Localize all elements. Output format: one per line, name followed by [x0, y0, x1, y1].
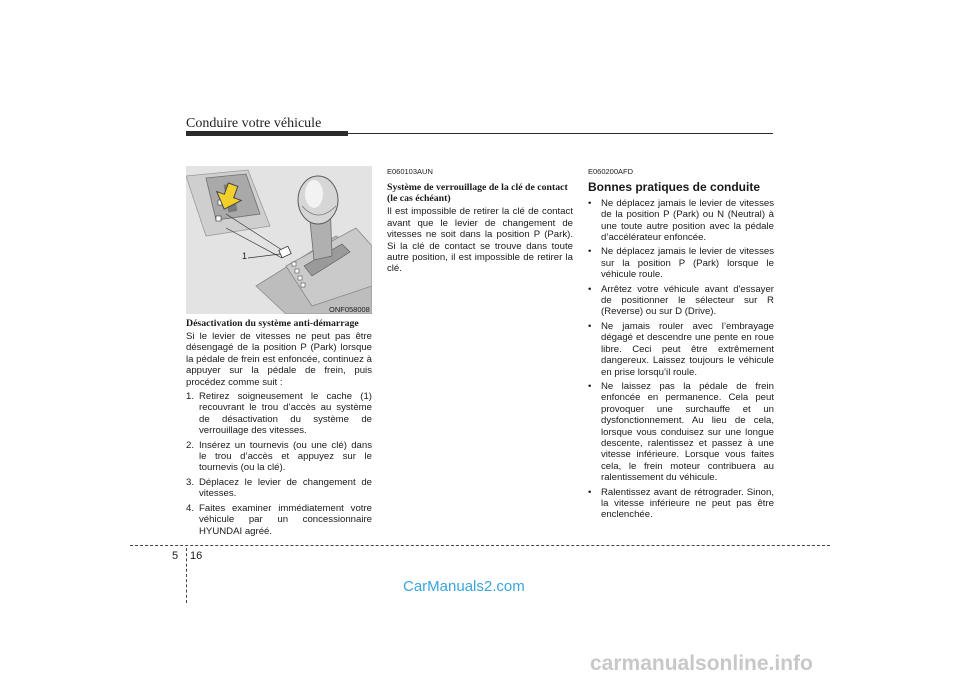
bullet-text: Ne déplacez jamais le levier de vitesses sur la position P (Park) lorsque le véhicule roule. — [601, 246, 774, 281]
step-text: Retirez soigneusement le cache (1) recouvrant le trou d’accès au système de désactivation du système de verrouillage des vitesses. — [199, 391, 372, 437]
bullet-list — [588, 198, 774, 521]
list-item — [588, 246, 774, 280]
step-marker: 3. — [186, 476, 195, 488]
list-item — [588, 198, 774, 244]
step-marker: 1. — [186, 391, 195, 403]
list-item — [588, 487, 774, 521]
paragraph-intro: Si le levier de vitesses ne peut pas être désengagé de la position P (Park) lorsque la pédale de frein est enfoncée, continuez à appuyer sur la pédale de frein, puis procédez comme suit : — [186, 331, 372, 388]
chapter-title: Conduire votre véhicule — [186, 116, 322, 131]
bullet-text: Arrêtez votre véhicule avant d'essayer de positionner le sélecteur sur R (Reverse) ou sur D (Drive). — [601, 283, 774, 318]
paragraph-body: Il est impossible de retirer la clé de contact avant que le levier de changement de vitesses ne soit dans la position P (Park). Si la clé de contact se trouve dans toute autre position, il est impossible de retirer la clé. — [387, 206, 573, 275]
step-text: Faites examiner immédiatement votre véhicule par un concessionnaire HYUNDAI agréé. — [199, 502, 372, 537]
header-rule-line — [348, 133, 773, 134]
column-key-interlock — [387, 166, 573, 275]
step-marker: 2. — [186, 439, 195, 451]
page-section-number: 5 — [172, 550, 179, 562]
list-item — [186, 477, 372, 500]
bullet-text: Ralentissez avant de rétrograder. Sinon, la vitesse inférieure ne peut pas être enclenchée. — [601, 486, 774, 521]
steps-list — [186, 391, 372, 537]
list-item — [588, 284, 774, 318]
bullet-icon: • — [588, 283, 592, 295]
section-heading: Désactivation du système anti-démarrage — [186, 318, 359, 329]
bullet-text: Ne jamais rouler avec l’embrayage dégagé et descendre une pente en roue libre. Ceci peut être extrêmement dangereux. Laissez toujours le véhicule en prise lorsqu’il roule. — [601, 320, 774, 378]
bullet-icon: • — [588, 246, 592, 258]
step-marker: 4. — [186, 502, 195, 514]
list-item — [186, 440, 372, 474]
watermark-footer: carmanualsonline.info — [590, 652, 813, 675]
footer-vertical-divider — [186, 548, 187, 603]
header-rule — [186, 131, 348, 136]
list-item — [186, 503, 372, 537]
bullet-icon: • — [588, 197, 592, 209]
watermark-link[interactable]: CarManuals2.com — [403, 578, 525, 595]
section-heading: Bonnes pratiques de conduite — [588, 180, 761, 195]
callout-number: 1 — [242, 251, 248, 261]
bullet-icon: • — [588, 320, 592, 332]
gear-shifter-illustration — [186, 166, 372, 314]
bullet-icon: • — [588, 486, 592, 498]
column-shift-lock-release — [186, 318, 372, 540]
step-text: Insérez un tournevis (ou une clé) dans le trou d’accès et appuyez sur le tournevis (ou la clé). — [199, 439, 372, 474]
shifter-drawing — [186, 166, 372, 314]
section-code: E060200AFD — [588, 167, 634, 176]
list-item — [186, 391, 372, 437]
list-item — [588, 321, 774, 378]
bullet-icon: • — [588, 380, 592, 392]
section-code: E060103AUN — [387, 167, 433, 176]
page-number: 16 — [190, 550, 203, 562]
footer-divider — [130, 545, 830, 546]
step-text: Déplacez le levier de changement de vitesses. — [199, 476, 372, 500]
list-item — [588, 381, 774, 484]
column-good-driving-practices — [588, 166, 774, 524]
figure-code: ONF058008 — [329, 305, 370, 314]
section-heading: Système de verrouillage de la clé de contact (le cas échéant) — [387, 182, 568, 205]
bullet-text: Ne laissez pas la pédale de frein enfoncée en permanence. Cela peut provoquer une surchauffe et un dysfonctionnement. Au lieu de cela, lorsque vous conduisez sur une longue descente, ralentissez et passez à une vitesse inférieure. Lorsque vous faites cela, le frein moteur contribuera au ralentissement du véhicule. — [601, 380, 774, 484]
bullet-text: Ne déplacez jamais le levier de vitesses de la position P (Park) ou N (Neutral) à une toute autre position avec la pédale d’accélérateur enfoncée. — [601, 197, 774, 244]
